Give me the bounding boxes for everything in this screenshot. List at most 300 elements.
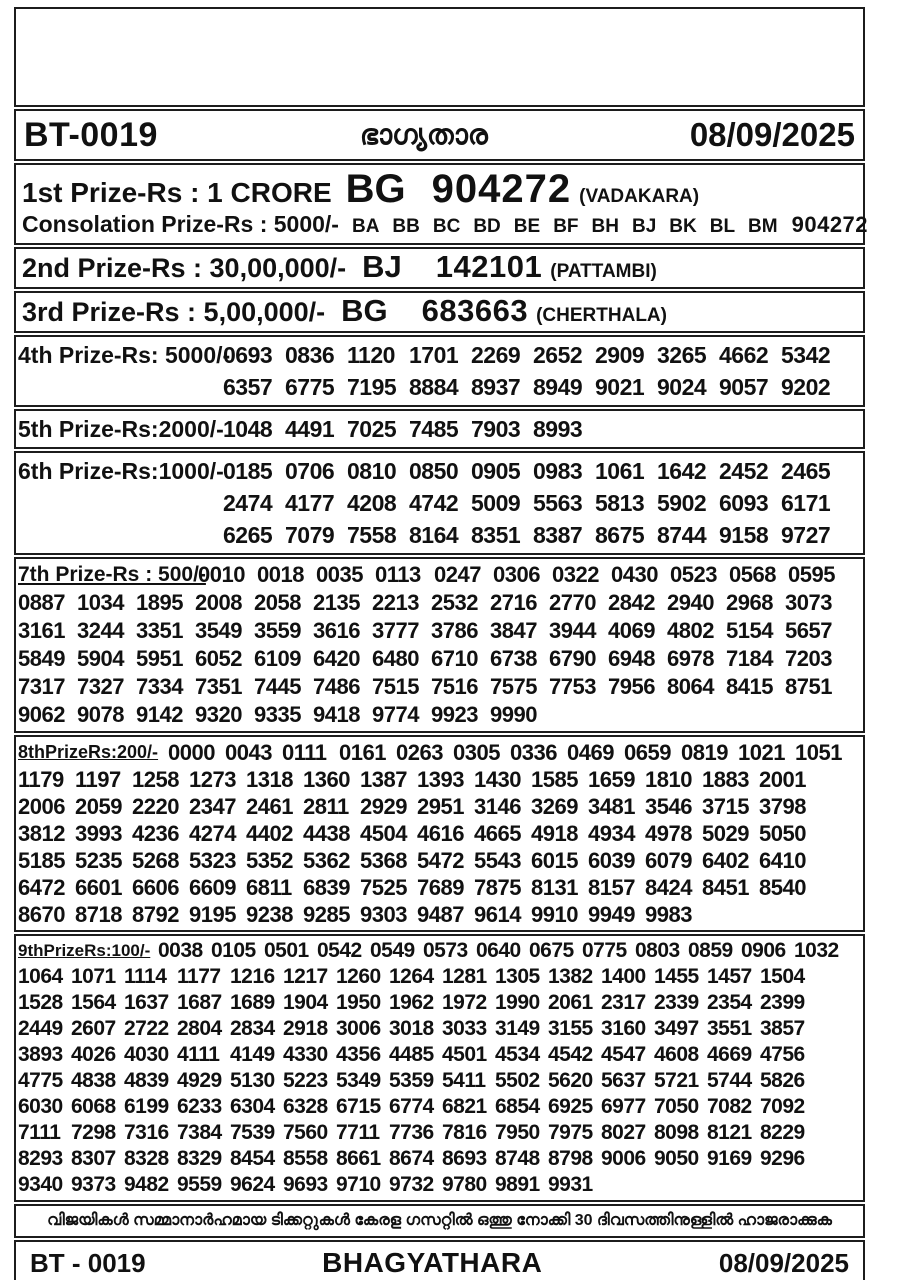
gazette-note-row xyxy=(14,1204,865,1238)
eighth-prize-number: 6402 xyxy=(702,848,749,873)
ninth-prize-number: 0105 xyxy=(211,939,256,962)
eighth-prize-number: 4236 xyxy=(132,821,179,846)
consolation-series-code: BA xyxy=(351,216,380,237)
seventh-prize-number: 3161 xyxy=(18,618,65,643)
sixth-prize-number: 2465 xyxy=(781,458,831,484)
ninth-prize-number: 3893 xyxy=(18,1043,63,1066)
eighth-prize-section xyxy=(14,735,865,932)
ninth-prize-number: 1564 xyxy=(71,991,116,1014)
eighth-prize-label: 8thPrizeRs:200/- xyxy=(18,742,159,762)
eighth-prize-number: 9303 xyxy=(360,902,407,927)
fourth-prize-numbers xyxy=(223,339,857,403)
fifth-prize-number: 1048 xyxy=(223,416,273,442)
ninth-prize-number: 5744 xyxy=(707,1069,752,1092)
eighth-prize-number: 5050 xyxy=(759,821,806,846)
seventh-prize-number: 7575 xyxy=(490,674,537,699)
eighth-prize-number: 4665 xyxy=(474,821,521,846)
seventh-prize-number: 0568 xyxy=(729,562,776,587)
ninth-prize-number: 1457 xyxy=(707,965,752,988)
sixth-prize-number: 0706 xyxy=(285,458,335,484)
ninth-prize-number: 6328 xyxy=(283,1095,328,1118)
seventh-prize-number: 7184 xyxy=(726,646,773,671)
ninth-prize-number: 0501 xyxy=(264,939,309,962)
fourth-prize-number: 8949 xyxy=(533,374,583,400)
seventh-prize-label: 7th Prize-Rs : 500/- xyxy=(18,563,206,586)
ninth-prize-number: 7082 xyxy=(707,1095,752,1118)
fourth-prize-number: 6357 xyxy=(223,374,273,400)
eighth-prize-number: 6606 xyxy=(132,875,179,900)
ninth-prize-number: 7316 xyxy=(124,1121,169,1144)
ninth-prize-number: 4485 xyxy=(389,1043,434,1066)
ninth-prize-number: 4030 xyxy=(124,1043,169,1066)
fourth-prize-number: 5342 xyxy=(781,342,831,368)
eighth-prize-number: 1585 xyxy=(531,767,578,792)
ninth-prize-number: 3160 xyxy=(601,1017,646,1040)
seventh-prize-number: 3944 xyxy=(549,618,596,643)
seventh-prize-section xyxy=(14,557,865,733)
seventh-prize-number: 3777 xyxy=(372,618,419,643)
ninth-prize-number: 9931 xyxy=(548,1173,593,1196)
first-prize-place: (VADAKARA) xyxy=(579,186,700,207)
ninth-prize-number: 2607 xyxy=(71,1017,116,1040)
eighth-prize-number: 1021 xyxy=(738,740,785,765)
eighth-prize-number: 5352 xyxy=(246,848,293,873)
eighth-prize-number: 4918 xyxy=(531,821,578,846)
ninth-prize-number: 1687 xyxy=(177,991,222,1014)
eighth-prize-number: 1360 xyxy=(303,767,350,792)
sixth-prize-number: 7558 xyxy=(347,522,397,548)
consolation-series-code: BD xyxy=(473,216,501,237)
first-prize-number: 904272 xyxy=(431,167,572,211)
eighth-prize-number: 1810 xyxy=(645,767,692,792)
seventh-prize-number: 0595 xyxy=(788,562,835,587)
eighth-prize-number: 2220 xyxy=(132,794,179,819)
seventh-prize-number: 7445 xyxy=(254,674,301,699)
ninth-prize-number: 5620 xyxy=(548,1069,593,1092)
eighth-prize-number: 1179 xyxy=(18,767,64,792)
eighth-prize-number: 4978 xyxy=(645,821,692,846)
consolation-series-code: BM xyxy=(748,216,778,237)
seventh-prize-number: 3786 xyxy=(431,618,478,643)
seventh-prize-number: 7516 xyxy=(431,674,478,699)
fourth-prize-number: 8884 xyxy=(409,374,459,400)
ninth-prize-number: 6977 xyxy=(601,1095,646,1118)
seventh-prize-number: 7753 xyxy=(549,674,596,699)
eighth-prize-number: 9614 xyxy=(474,902,521,927)
seventh-prize-number: 8064 xyxy=(667,674,714,699)
sixth-prize-number: 2452 xyxy=(719,458,769,484)
ninth-prize-number: 0549 xyxy=(370,939,415,962)
seventh-prize-number: 3244 xyxy=(77,618,124,643)
sixth-prize-number: 1061 xyxy=(595,458,645,484)
seventh-prize-number: 6480 xyxy=(372,646,419,671)
fifth-prize-number: 7025 xyxy=(347,416,397,442)
fourth-prize-number: 8937 xyxy=(471,374,521,400)
ninth-prize-number: 4929 xyxy=(177,1069,222,1092)
seventh-prize-number: 2842 xyxy=(608,590,655,615)
ninth-prize-number: 7560 xyxy=(283,1121,328,1144)
eighth-prize-number: 5029 xyxy=(702,821,749,846)
third-prize-place: (CHERTHALA) xyxy=(536,305,667,326)
eighth-prize-number: 8540 xyxy=(759,875,806,900)
seventh-prize-number: 3073 xyxy=(785,590,832,615)
ninth-prize-number: 8661 xyxy=(336,1147,381,1170)
ninth-prize-number: 4026 xyxy=(71,1043,116,1066)
fifth-prize-numbers xyxy=(223,413,857,445)
ninth-prize-number: 9296 xyxy=(760,1147,805,1170)
ninth-prize-number: 9482 xyxy=(124,1173,169,1196)
eighth-prize-number: 1318 xyxy=(246,767,293,792)
ninth-prize-number: 1990 xyxy=(495,991,540,1014)
ninth-prize-number: 6068 xyxy=(71,1095,116,1118)
sixth-prize-number: 5009 xyxy=(471,490,521,516)
seventh-prize-number: 2940 xyxy=(667,590,714,615)
eighth-prize-number: 3269 xyxy=(531,794,578,819)
ninth-prize-number: 1382 xyxy=(548,965,593,988)
fourth-prize-number: 9057 xyxy=(719,374,769,400)
eighth-prize-number: 1051 xyxy=(795,740,842,765)
ninth-prize-number: 8293 xyxy=(18,1147,63,1170)
fourth-prize-number: 9024 xyxy=(657,374,707,400)
eighth-prize-number: 0043 xyxy=(225,740,272,765)
fourth-prize-number: 1701 xyxy=(409,342,459,368)
ninth-prize-number: 2339 xyxy=(654,991,699,1014)
sixth-prize-number: 8164 xyxy=(409,522,459,548)
lottery-title-malayalam: ഭാഗ്യതാര xyxy=(359,118,488,150)
third-prize-number: 683663 xyxy=(421,293,529,328)
eighth-prize-number: 8424 xyxy=(645,875,692,900)
ninth-prize-number: 4775 xyxy=(18,1069,63,1092)
ninth-prize-number: 6030 xyxy=(18,1095,63,1118)
bottom-draw-number: BT - 0019 xyxy=(30,1247,146,1278)
ninth-prize-number: 8329 xyxy=(177,1147,222,1170)
seventh-prize-number: 6978 xyxy=(667,646,714,671)
ninth-prize-number: 0675 xyxy=(529,939,574,962)
ninth-prize-number: 0906 xyxy=(741,939,786,962)
ninth-prize-number: 3033 xyxy=(442,1017,487,1040)
ninth-prize-number: 1689 xyxy=(230,991,275,1014)
ninth-prize-number: 9050 xyxy=(654,1147,699,1170)
seventh-prize-number: 2532 xyxy=(431,590,478,615)
ninth-prize-number: 1400 xyxy=(601,965,646,988)
ninth-prize-number: 1264 xyxy=(389,965,434,988)
ninth-prize-number: 0775 xyxy=(582,939,627,962)
ninth-prize-number: 8098 xyxy=(654,1121,699,1144)
ninth-prize-number: 9732 xyxy=(389,1173,434,1196)
eighth-prize-number: 0161 xyxy=(339,740,386,765)
seventh-prize-number: 3549 xyxy=(195,618,242,643)
eighth-prize-number: 9949 xyxy=(588,902,635,927)
fourth-prize-number: 4662 xyxy=(719,342,769,368)
consolation-prize-label: Consolation Prize-Rs : 5000/- xyxy=(22,211,339,237)
seventh-prize-number: 7203 xyxy=(785,646,832,671)
seventh-prize-number: 2008 xyxy=(195,590,242,615)
eighth-prize-number: 9285 xyxy=(303,902,350,927)
ninth-prize-number: 6199 xyxy=(124,1095,169,1118)
eighth-prize-number: 1197 xyxy=(75,767,121,792)
ninth-prize-number: 5349 xyxy=(336,1069,381,1092)
ninth-prize-number: 1528 xyxy=(18,991,63,1014)
eighth-prize-number: 6410 xyxy=(759,848,806,873)
seventh-prize-number: 5657 xyxy=(785,618,832,643)
ninth-prize-number: 1217 xyxy=(283,965,328,988)
ninth-prize-number: 2804 xyxy=(177,1017,222,1040)
ninth-prize-number: 8027 xyxy=(601,1121,646,1144)
seventh-prize-number: 3559 xyxy=(254,618,301,643)
ninth-prize-number: 2061 xyxy=(548,991,593,1014)
ninth-prize-number: 0573 xyxy=(423,939,468,962)
consolation-series-code: BF xyxy=(553,216,579,237)
ninth-prize-number: 3497 xyxy=(654,1017,699,1040)
ninth-prize-number: 2399 xyxy=(760,991,805,1014)
third-prize-section xyxy=(14,291,865,333)
ninth-prize-number: 9693 xyxy=(283,1173,328,1196)
eighth-prize-number: 6039 xyxy=(588,848,635,873)
ninth-prize-number: 9780 xyxy=(442,1173,487,1196)
draw-date: 08/09/2025 xyxy=(689,116,855,153)
ninth-prize-number: 1064 xyxy=(18,965,63,988)
ninth-prize-number: 5721 xyxy=(654,1069,699,1092)
seventh-prize-number: 4802 xyxy=(667,618,714,643)
eighth-prize-number: 3481 xyxy=(588,794,635,819)
ninth-prize-number: 1950 xyxy=(336,991,381,1014)
seventh-prize-number: 2058 xyxy=(254,590,301,615)
ninth-prize-number: 8307 xyxy=(71,1147,116,1170)
second-prize-series: BJ xyxy=(362,249,402,284)
sixth-prize-number: 5902 xyxy=(657,490,707,516)
eighth-prize-number: 3146 xyxy=(474,794,521,819)
seventh-prize-number: 8751 xyxy=(785,674,832,699)
ninth-prize-number: 4669 xyxy=(707,1043,752,1066)
ninth-prize-number: 1216 xyxy=(230,965,275,988)
sixth-prize-number: 5563 xyxy=(533,490,583,516)
sixth-prize-number: 8744 xyxy=(657,522,707,548)
sixth-prize-number: 9727 xyxy=(781,522,831,548)
sixth-prize-section xyxy=(14,451,865,555)
consolation-series-list xyxy=(339,216,778,238)
eighth-prize-number: 8451 xyxy=(702,875,749,900)
second-prize-number: 142101 xyxy=(435,249,543,284)
ninth-prize-number: 1071 xyxy=(71,965,116,988)
fourth-prize-number: 3265 xyxy=(657,342,707,368)
fourth-prize-number: 0836 xyxy=(285,342,335,368)
seventh-prize-number: 4069 xyxy=(608,618,655,643)
ninth-prize-number: 4608 xyxy=(654,1043,699,1066)
eighth-prize-number: 0469 xyxy=(567,740,614,765)
eighth-prize-number: 5543 xyxy=(474,848,521,873)
seventh-prize-number: 9335 xyxy=(254,702,301,727)
ninth-prize-number: 7092 xyxy=(760,1095,805,1118)
seventh-prize-number: 7515 xyxy=(372,674,419,699)
ninth-prize-number: 6774 xyxy=(389,1095,434,1118)
ninth-prize-number: 8121 xyxy=(707,1121,752,1144)
eighth-prize-number: 8718 xyxy=(75,902,122,927)
sixth-prize-number: 0983 xyxy=(533,458,583,484)
eighth-prize-number: 0819 xyxy=(681,740,728,765)
ninth-prize-number: 8748 xyxy=(495,1147,540,1170)
ninth-prize-number: 9006 xyxy=(601,1147,646,1170)
ninth-prize-number: 1637 xyxy=(124,991,169,1014)
seventh-prize-number: 3616 xyxy=(313,618,360,643)
ninth-prize-number: 5826 xyxy=(760,1069,805,1092)
ninth-prize-number: 7111 xyxy=(18,1121,61,1144)
ninth-prize-number: 2317 xyxy=(601,991,646,1014)
seventh-prize-number: 7334 xyxy=(136,674,183,699)
fifth-prize-section xyxy=(14,409,865,449)
first-prize-line xyxy=(22,167,857,211)
eighth-prize-number: 4934 xyxy=(588,821,635,846)
seventh-prize-number: 9923 xyxy=(431,702,478,727)
sixth-prize-number: 1642 xyxy=(657,458,707,484)
ninth-prize-number: 6821 xyxy=(442,1095,487,1118)
ninth-prize-number: 8454 xyxy=(230,1147,275,1170)
eighth-prize-number: 5368 xyxy=(360,848,407,873)
fourth-prize-number: 9021 xyxy=(595,374,645,400)
seventh-prize-number: 9418 xyxy=(313,702,360,727)
eighth-prize-number: 2811 xyxy=(303,794,349,819)
eighth-prize-number: 6472 xyxy=(18,875,65,900)
ninth-prize-number: 2834 xyxy=(230,1017,275,1040)
ninth-prize-number: 6854 xyxy=(495,1095,540,1118)
consolation-prize-line xyxy=(22,211,869,241)
bottom-bar xyxy=(14,1240,865,1280)
sixth-prize-number: 9158 xyxy=(719,522,769,548)
eighth-prize-number: 1387 xyxy=(360,767,407,792)
ninth-prize-number: 7539 xyxy=(230,1121,275,1144)
sixth-prize-number: 4742 xyxy=(409,490,459,516)
seventh-prize-number: 9142 xyxy=(136,702,183,727)
seventh-prize-number: 6710 xyxy=(431,646,478,671)
eighth-prize-number: 9195 xyxy=(189,902,236,927)
eighth-prize-number: 7689 xyxy=(417,875,464,900)
seventh-prize-number: 6948 xyxy=(608,646,655,671)
title-row xyxy=(14,109,865,161)
ninth-prize-number: 8693 xyxy=(442,1147,487,1170)
sixth-prize-number: 6171 xyxy=(781,490,831,516)
eighth-prize-number: 3546 xyxy=(645,794,692,819)
seventh-prize-number: 9320 xyxy=(195,702,242,727)
seventh-prize-number: 2135 xyxy=(313,590,360,615)
ninth-prize-number: 3006 xyxy=(336,1017,381,1040)
sixth-prize-number: 0185 xyxy=(223,458,273,484)
eighth-prize-number: 2001 xyxy=(759,767,806,792)
second-prize-place: (PATTAMBI) xyxy=(550,261,657,282)
sixth-prize-number: 0810 xyxy=(347,458,397,484)
ninth-prize-number: 8558 xyxy=(283,1147,328,1170)
ninth-prize-number: 8674 xyxy=(389,1147,434,1170)
seventh-prize-number: 0035 xyxy=(316,562,363,587)
seventh-prize-number: 6738 xyxy=(490,646,537,671)
seventh-prize-number: 3847 xyxy=(490,618,537,643)
seventh-prize-number: 7486 xyxy=(313,674,360,699)
ninth-prize-number: 7950 xyxy=(495,1121,540,1144)
sixth-prize-number: 5813 xyxy=(595,490,645,516)
sixth-prize-number: 6093 xyxy=(719,490,769,516)
seventh-prize-number: 0247 xyxy=(434,562,481,587)
ninth-prize-number: 6925 xyxy=(548,1095,593,1118)
eighth-prize-number: 5472 xyxy=(417,848,464,873)
ninth-prize-number: 5637 xyxy=(601,1069,646,1092)
consolation-series-code: BH xyxy=(591,216,619,237)
ninth-prize-number: 3018 xyxy=(389,1017,434,1040)
fourth-prize-number: 1120 xyxy=(347,342,395,368)
ninth-prize-number: 0640 xyxy=(476,939,521,962)
fourth-prize-number: 2909 xyxy=(595,342,645,368)
consolation-series-code: BE xyxy=(513,216,541,237)
ninth-prize-number: 7816 xyxy=(442,1121,487,1144)
seventh-prize-number: 7317 xyxy=(18,674,65,699)
ninth-prize-number: 5502 xyxy=(495,1069,540,1092)
eighth-prize-number: 2059 xyxy=(75,794,122,819)
sixth-prize-numbers xyxy=(223,455,857,551)
consolation-series-code: BK xyxy=(669,216,697,237)
ninth-prize-number: 0542 xyxy=(317,939,362,962)
ninth-prize-number: 2449 xyxy=(18,1017,63,1040)
eighth-prize-number: 7875 xyxy=(474,875,521,900)
eighth-prize-number: 0000 xyxy=(168,740,215,765)
fifth-prize-number: 4491 xyxy=(285,416,335,442)
sixth-prize-number: 7079 xyxy=(285,522,335,548)
top-blank-box xyxy=(14,7,865,107)
second-prize-section xyxy=(14,247,865,289)
ninth-prize-number: 4756 xyxy=(760,1043,805,1066)
ninth-prize-number: 4330 xyxy=(283,1043,328,1066)
bottom-draw-date: 08/09/2025 xyxy=(718,1247,849,1278)
seventh-prize-number: 5951 xyxy=(136,646,183,671)
first-prize-label: 1st Prize-Rs : 1 CRORE xyxy=(22,177,332,208)
seventh-prize-number: 5154 xyxy=(726,618,773,643)
seventh-prize-number: 9774 xyxy=(372,702,419,727)
eighth-prize-number: 5235 xyxy=(75,848,122,873)
ninth-prize-number: 7975 xyxy=(548,1121,593,1144)
eighth-prize-number: 2929 xyxy=(360,794,407,819)
seventh-prize-number: 6109 xyxy=(254,646,301,671)
fourth-prize-number: 7195 xyxy=(347,374,397,400)
eighth-prize-number: 1258 xyxy=(132,767,179,792)
eighth-prize-number: 1883 xyxy=(702,767,749,792)
ninth-prize-number: 1504 xyxy=(760,965,805,988)
third-prize-label: 3rd Prize-Rs : 5,00,000/- xyxy=(22,297,326,327)
seventh-prize-number: 5849 xyxy=(18,646,65,671)
ninth-prize-number: 9891 xyxy=(495,1173,540,1196)
sixth-prize-number: 2474 xyxy=(223,490,273,516)
eighth-prize-number: 2006 xyxy=(18,794,65,819)
seventh-prize-number: 2213 xyxy=(372,590,419,615)
eighth-prize-number: 3798 xyxy=(759,794,806,819)
ninth-prize-number: 1281 xyxy=(442,965,487,988)
seventh-prize-number: 0113 xyxy=(375,562,421,587)
eighth-prize-number: 6015 xyxy=(531,848,578,873)
eighth-prize-number: 0336 xyxy=(510,740,557,765)
ninth-prize-number: 5130 xyxy=(230,1069,275,1092)
sixth-prize-number: 0850 xyxy=(409,458,459,484)
eighth-prize-number: 7525 xyxy=(360,875,407,900)
ninth-prize-number: 1962 xyxy=(389,991,434,1014)
eighth-prize-number: 6609 xyxy=(189,875,236,900)
lottery-result-sheet xyxy=(14,0,869,1280)
third-prize-series: BG xyxy=(341,293,388,328)
fifth-prize-number: 8993 xyxy=(533,416,583,442)
eighth-prize-number: 8157 xyxy=(588,875,635,900)
ninth-prize-number: 8328 xyxy=(124,1147,169,1170)
eighth-prize-number: 8792 xyxy=(132,902,179,927)
fourth-prize-section xyxy=(14,335,865,407)
gazette-note-malayalam: വിജയികൾ സമ്മാനാർഹമായ ടിക്കറ്റുകൾ കേരള ഗസറ്റിൽ ഒത്തു നോക്കി 30 ദിവസത്തിനുള്ളിൽ ഹാജരാക്കുക xyxy=(47,1212,832,1229)
ninth-prize-number: 3149 xyxy=(495,1017,540,1040)
eighth-prize-number: 4616 xyxy=(417,821,464,846)
ninth-prize-number: 2354 xyxy=(707,991,752,1014)
second-prize-label: 2nd Prize-Rs : 30,00,000/- xyxy=(22,253,347,283)
